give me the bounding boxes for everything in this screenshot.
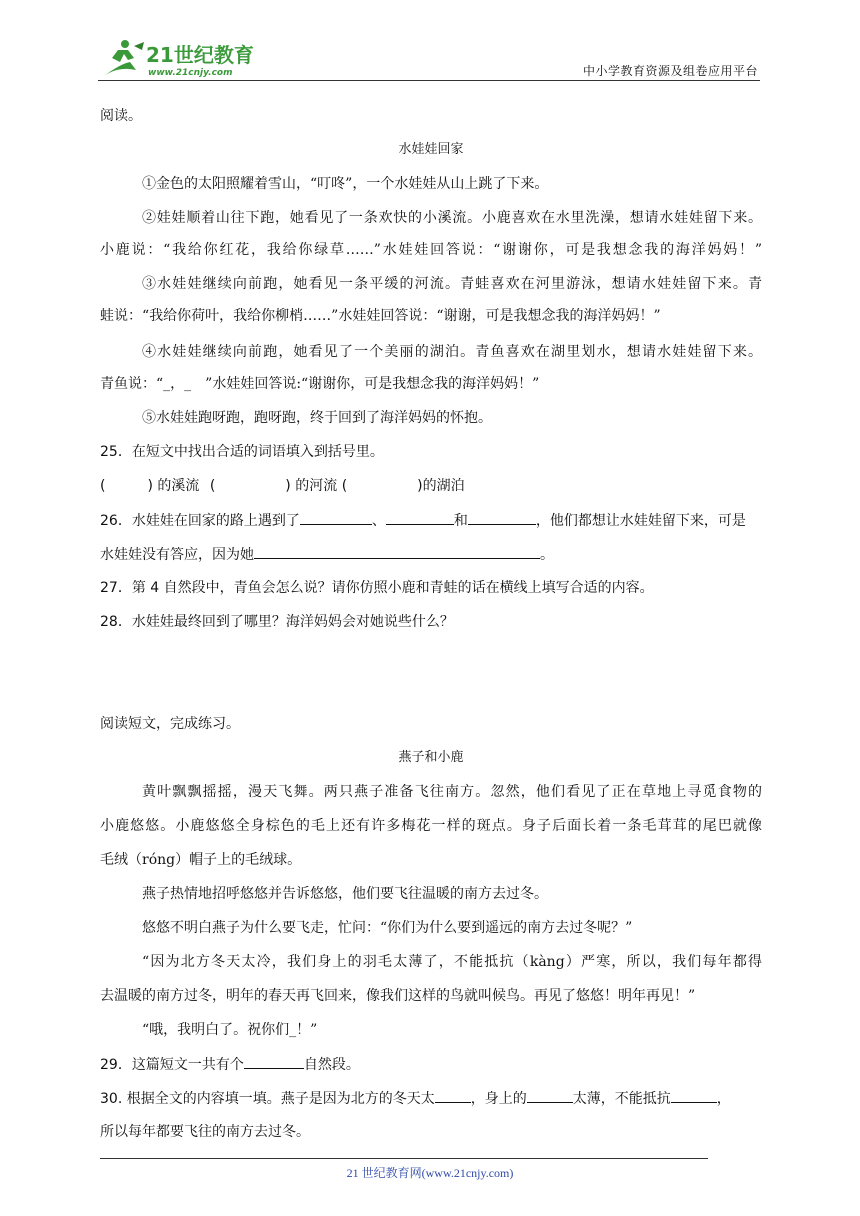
s2-paragraph-1-line1: 黄叶飘飘摇摇，漫天飞舞。两只燕子准备飞往南方。忽然，他们看见了正在草地上寻觅食物的	[142, 784, 762, 800]
question-26-line2	[100, 544, 762, 565]
answer-line-29[interactable]	[244, 1054, 304, 1069]
question-25-blanks	[100, 476, 762, 496]
question-29-suffix: 自然段。	[303, 1057, 360, 1073]
platform-name: 中小学教育资源及组卷应用平台	[582, 64, 758, 78]
question-26-line1	[100, 510, 762, 531]
header-divider	[98, 80, 760, 81]
section2-title: 燕子和小鹿	[398, 750, 464, 765]
answer-line-30-3[interactable]	[671, 1088, 717, 1103]
answer-line-26-2[interactable]	[386, 510, 454, 525]
question-30-line1	[100, 1088, 762, 1109]
answer-blank-3[interactable]: ( )	[341, 478, 423, 494]
answer-blank-1[interactable]: ( )	[100, 478, 153, 494]
page-header	[98, 36, 760, 80]
question-29-prefix: 29．这篇短文一共有个	[100, 1057, 244, 1073]
question-26-end: 。	[540, 547, 554, 563]
answer-line-26-4[interactable]	[254, 544, 540, 559]
footer-divider	[100, 1158, 708, 1159]
answer-line-26-3[interactable]	[468, 510, 536, 525]
question-26-prefix: 26．水娃娃在回家的路上遇到了	[100, 513, 300, 529]
section2-intro: 阅读短文，完成练习。	[100, 716, 240, 732]
question-26-middle: ，他们都想让水娃娃留下来，可是	[535, 513, 746, 529]
answer-blank-2[interactable]: ( )	[209, 478, 291, 494]
s2-paragraph-2: 燕子热情地招呼悠悠并告诉悠悠，他们要飞往温暖的南方去过冬。	[142, 886, 548, 902]
paragraph-3-line1: ③水娃娃继续向前跑，她看见一条平缓的河流。青蛙喜欢在河里游泳，想请水娃娃留下来。青	[142, 276, 762, 292]
paragraph-4-line2: 青鱼说：“_，_ ”水娃娃回答说:“谢谢你，可是我想念我的海洋妈妈！”	[100, 376, 540, 392]
paragraph-3-line2: 蛙说：“我给你荷叶，我给你柳梢……”水娃娃回答说：“谢谢，可是我想念我的海洋妈妈！”	[100, 308, 661, 324]
blank-2-suffix: 的河流	[290, 478, 342, 494]
paragraph-4-line1: ④水娃娃继续向前跑，她看见了一个美丽的湖泊。青鱼喜欢在湖里划水，想请水娃娃留下来。	[142, 344, 762, 360]
question-30-prefix: 30. 根据全文的内容填一填。燕子是因为北方的冬天太	[100, 1091, 435, 1107]
answer-line-30-2[interactable]	[527, 1088, 573, 1103]
question-26-reason-prefix: 水娃娃没有答应，因为她	[100, 547, 254, 563]
answer-line-26-1[interactable]	[300, 510, 372, 525]
s2-paragraph-1-line3: 毛绒（róng）帽子上的毛绒球。	[100, 852, 302, 868]
answer-line-30-1[interactable]	[435, 1088, 471, 1103]
s2-paragraph-5: “哦，我明白了。祝你们_！”	[142, 1022, 318, 1038]
paragraph-2-line2: 小鹿说：“我给你红花，我给你绿草……”水娃娃回答说：“谢谢你，可是我想念我的海洋妈妈！”	[100, 242, 762, 258]
question-29	[100, 1054, 762, 1075]
question-28: 28．水娃娃最终回到了哪里？海洋妈妈会对她说些什么？	[100, 614, 454, 630]
s2-paragraph-3: 悠悠不明白燕子为什么要飞走，忙问：“你们为什么要到遥远的南方去过冬呢？”	[142, 920, 633, 936]
paragraph-5: ⑤水娃娃跑呀跑，跑呀跑，终于回到了海洋妈妈的怀抱。	[142, 410, 492, 426]
blank-3-suffix: 的湖泊	[422, 478, 465, 494]
question-30-part3: 太薄，不能抵抗	[572, 1091, 671, 1107]
question-25: 25．在短文中找出合适的词语填入到括号里。	[100, 444, 384, 460]
question-30-part2: ，身上的	[470, 1091, 527, 1107]
s2-paragraph-4-line2: 去温暖的南方过冬，明年的春天再飞回来，像我们这样的鸟就叫候鸟。再见了悠悠！明年再见！”	[100, 988, 696, 1004]
separator-1: 、	[371, 513, 386, 529]
paragraph-2-line1: ②娃娃顺着山往下跑，她看见了一条欢快的小溪流。小鹿喜欢在水里洗澡，想请水娃娃留下来。	[142, 210, 762, 226]
s2-paragraph-4-line1: “因为北方冬天太冷，我们身上的羽毛太薄了，不能抵抗（kàng）严寒，所以，我们每年都得	[142, 954, 762, 970]
s2-paragraph-1-line2: 小鹿悠悠。小鹿悠悠全身棕色的毛上还有许多梅花一样的斑点。身子后面长着一条毛茸茸的尾巴就像	[100, 818, 762, 834]
logo	[98, 36, 268, 80]
paragraph-1: ①金色的太阳照耀着雪山，“叮咚”，一个水娃娃从山上跳了下来。	[142, 176, 549, 192]
page-footer: 21 世纪教育网(www.21cnjy.com)	[346, 1166, 514, 1180]
question-27: 27．第 4 自然段中，青鱼会怎么说？请你仿照小鹿和青蛙的话在横线上填写合适的内容。	[100, 580, 654, 596]
logo-text: 21世纪教育	[146, 43, 254, 67]
section1-intro: 阅读。	[100, 108, 142, 124]
question-30-line2: 所以每年都要飞往的南方去过冬。	[100, 1124, 310, 1140]
section1-title: 水娃娃回家	[398, 142, 464, 157]
logo-url: www.21cnjy.com	[148, 68, 233, 78]
question-30-part4: ，	[716, 1091, 731, 1107]
separator-2: 和	[453, 513, 468, 529]
blank-1-suffix: 的溪流	[152, 478, 204, 494]
runner-icon	[104, 40, 144, 76]
